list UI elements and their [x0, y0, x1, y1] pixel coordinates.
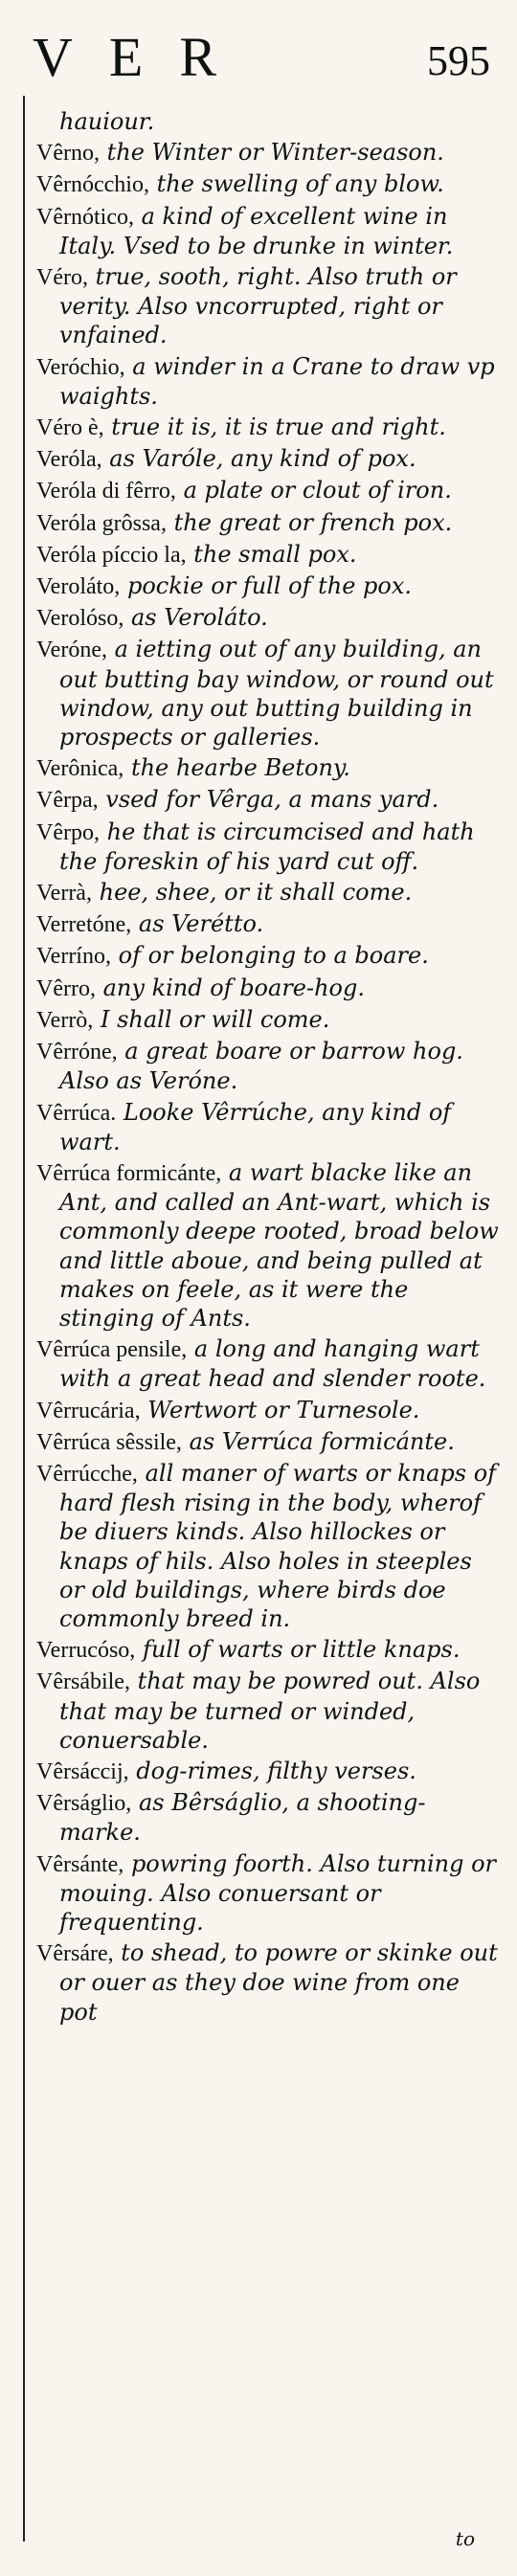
- headword: Veróla di fêrro,: [36, 479, 176, 504]
- dictionary-entry: [36, 1396, 502, 1425]
- definition: as Bêrságlio, a shooting-marke.: [59, 1789, 426, 1847]
- headword: Vêrságlio,: [36, 1791, 132, 1817]
- headword: Verretóne,: [36, 912, 132, 938]
- definition: that may be powred out. Also that may be turned or winded, conuersable.: [59, 1668, 481, 1754]
- definition: powring foorth. Also turning or mouing. Also conuersant or frequenting.: [59, 1849, 496, 1936]
- headword: Vêrnócchio,: [36, 172, 149, 198]
- dictionary-entry: [36, 262, 502, 350]
- catchword: to: [455, 2527, 475, 2550]
- definition: full of warts or little knaps.: [142, 1636, 461, 1664]
- definition: any kind of boare-hog.: [102, 974, 365, 1001]
- headword: Veróla grôssa,: [36, 510, 167, 536]
- definition: of or belonging to a boare.: [118, 942, 429, 970]
- dictionary-entry: [36, 1098, 502, 1156]
- page-header: [0, 17, 517, 86]
- definition: the Winter or Winter-season.: [106, 139, 444, 167]
- definition: hee, shee, or it shall come.: [99, 879, 413, 907]
- definition: the great or french pox.: [173, 508, 453, 536]
- headword: Vêrrúcche,: [36, 1461, 138, 1487]
- dictionary-entry: [36, 107, 502, 136]
- headword: Vêrróne,: [36, 1040, 118, 1065]
- headword: Veroláto,: [36, 574, 121, 600]
- dictionary-entry: [36, 1667, 502, 1755]
- dictionary-entry: [36, 352, 502, 411]
- dictionary-entry: [36, 1427, 502, 1457]
- headword: Verrò,: [36, 1007, 94, 1033]
- definition: a kind of excellent wine in Italy. Vsed to be drunke in winter.: [59, 202, 454, 259]
- headword: Veróla,: [36, 447, 102, 473]
- dictionary-entry: [36, 571, 502, 601]
- dictionary-entry: [36, 1849, 502, 1938]
- page-number: 595: [427, 37, 490, 84]
- definition: he that is circumcised and hath the foreskin of his yard cut off.: [59, 818, 475, 875]
- running-head-word: VER: [33, 26, 253, 88]
- definition: dog-rimes, filthy verses.: [136, 1757, 416, 1784]
- definition: all maner of warts or knaps of hard flesh rising in the body, wherof be diuers kinds. Also hillockes or knaps of hils. Also holes in steeples or old buildings, where birds doe commonly breed in.: [59, 1459, 497, 1632]
- dictionary-entry: [36, 785, 502, 815]
- dictionary-entry: [36, 138, 502, 168]
- definition: I shall or will come.: [100, 1005, 330, 1033]
- headword: Vêrrúca formicánte,: [36, 1160, 222, 1186]
- dictionary-entry: [36, 1757, 502, 1786]
- dictionary-entry: [36, 635, 502, 751]
- headword: Vêrno,: [36, 141, 100, 167]
- dictionary-entry: [36, 444, 502, 474]
- headword: Verolóso,: [36, 606, 124, 632]
- headword: Verríno,: [36, 944, 111, 970]
- headword: Vêrsáccij,: [36, 1758, 129, 1784]
- definition: as Verétto.: [138, 910, 264, 938]
- dictionary-entry: [36, 508, 502, 538]
- definition: true, sooth, right. Also truth or verity. Also vncorrupted, right or vnfained.: [59, 263, 457, 349]
- dictionary-entry: [36, 1158, 502, 1333]
- definition: as Veroláto.: [130, 604, 268, 632]
- dictionary-entry: [36, 1005, 502, 1035]
- definition: the hearbe Betony.: [130, 754, 350, 782]
- definition: a long and hanging wart with a great head and slender roote.: [59, 1335, 486, 1393]
- headword: Vêrsáre,: [36, 1941, 114, 1967]
- dictionary-entry: [36, 753, 502, 783]
- definition: true it is, it is true and right.: [111, 414, 446, 441]
- headword: Vêrrúca.: [36, 1100, 117, 1126]
- headword: Vêrnótico,: [36, 204, 134, 230]
- headword: Veróla píccio la,: [36, 542, 187, 568]
- dictionary-entry: [36, 1334, 502, 1393]
- definition: Wertwort or Turnesole.: [147, 1396, 420, 1423]
- definition: as Verrúca formicánte.: [189, 1427, 455, 1455]
- dictionary-entry: [36, 909, 502, 939]
- definition: the small pox.: [193, 540, 357, 568]
- headword: Veróne,: [36, 638, 107, 663]
- dictionary-entry: [36, 1938, 502, 2027]
- definition: to shead, to powre or skinke out or ouer as they doe wine from one pot: [59, 1939, 498, 2026]
- dictionary-entry: [36, 878, 502, 907]
- dictionary-entry: [36, 818, 502, 876]
- dictionary-entry: [36, 603, 502, 633]
- dictionary-entry: [36, 202, 502, 260]
- headword: Verônica,: [36, 756, 124, 782]
- headword: Veróchio,: [36, 354, 125, 380]
- headword: Vêrsánte,: [36, 1851, 124, 1877]
- dictionary-entry: [36, 1459, 502, 1633]
- dictionary-entry: [36, 169, 502, 199]
- headword: Véro,: [36, 265, 88, 291]
- definition: a winder in a Crane to draw vp waights.: [59, 352, 495, 410]
- dictionary-entry: [36, 413, 502, 442]
- definition: a wart blacke like an Ant, and called an Ant-wart, which is commonly deepe rooted, broad below and little aboue, and being pulled at makes on feele, as it were the stinging of Ants.: [59, 1158, 499, 1332]
- dictionary-entry: [36, 941, 502, 971]
- definition: pockie or full of the pox.: [126, 572, 412, 600]
- headword: Vêrrúca sêssile,: [36, 1429, 182, 1455]
- dictionary-entry: [36, 540, 502, 570]
- headword: Vêrpa,: [36, 788, 99, 814]
- dictionary-entry: [36, 476, 502, 505]
- headword: Vêrro,: [36, 975, 96, 1001]
- headword: Vêrsábile,: [36, 1669, 130, 1695]
- definition: a great boare or barrow hog. Also as Veróne.: [59, 1038, 463, 1095]
- headword: Véro è,: [36, 415, 104, 441]
- headword: Vêrrúca pensile,: [36, 1337, 188, 1363]
- entry-column: [36, 107, 502, 2028]
- dictionary-entry: [36, 1635, 502, 1665]
- definition: Looke Vêrrúche, any kind of wart.: [59, 1098, 452, 1155]
- headword: Verrucóso,: [36, 1638, 136, 1664]
- headword: Vêrpo,: [36, 819, 100, 845]
- definition: a ietting out of any building, an out butting bay window, or round out window, any out butting building in prospects or galleries.: [59, 636, 494, 751]
- dictionary-entry: [36, 974, 502, 1003]
- dictionary-entry: [36, 1788, 502, 1847]
- definition: a plate or clout of iron.: [183, 477, 452, 504]
- headword: Vêrrucária,: [36, 1398, 141, 1423]
- definition: vsed for Vêrga, a mans yard.: [105, 786, 439, 814]
- dictionary-entry: [36, 1037, 502, 1095]
- column-rule: [23, 96, 25, 2542]
- definition: as Varóle, any kind of pox.: [109, 445, 416, 473]
- headword: Verrà,: [36, 881, 92, 907]
- definition: the swelling of any blow.: [156, 170, 444, 198]
- definition: hauiour.: [59, 108, 155, 135]
